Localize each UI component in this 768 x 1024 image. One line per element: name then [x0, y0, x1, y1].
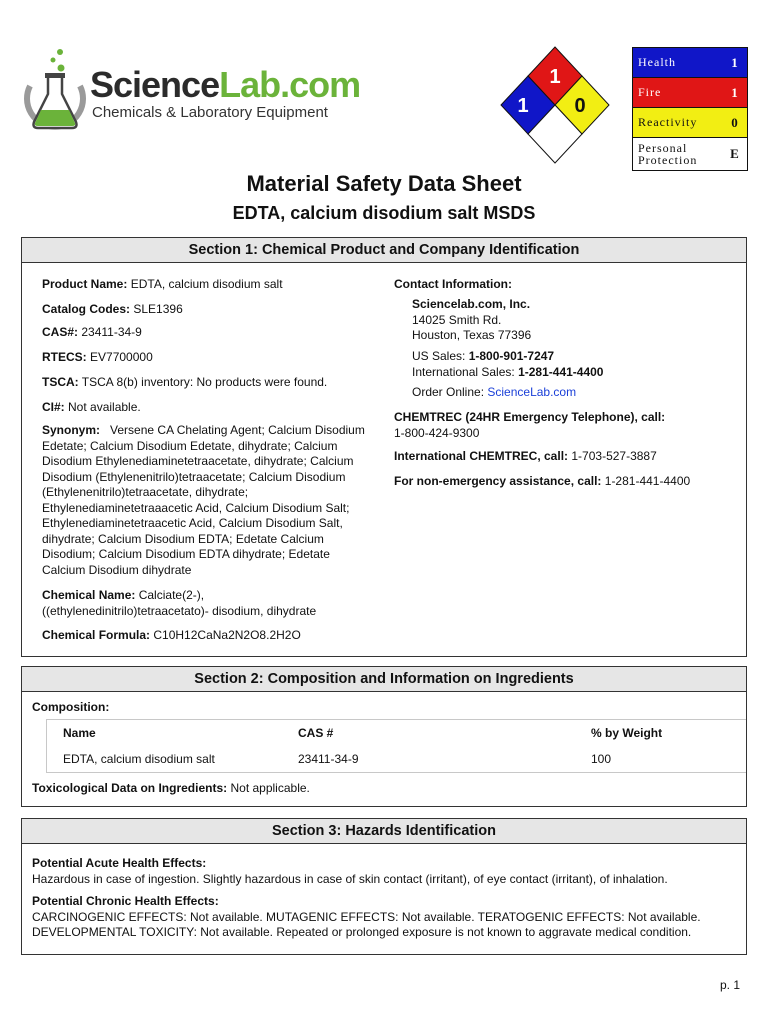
acute-health-effects: Potential Acute Health Effects: Hazardous in case of ingestion. Slightly hazardous in case of skin contact (irritant), of eye contact (irritant), of inhalation. [32, 856, 668, 886]
order-online-link[interactable]: ScienceLab.com [487, 385, 577, 399]
toxicological-data: Toxicological Data on Ingredients: Not applicable. [32, 781, 310, 795]
chemtrec: CHEMTREC (24HR Emergency Telephone), call: 1-800-424-9300 [394, 410, 666, 440]
ci-number: CI#: Not available. [42, 400, 141, 414]
composition-table [46, 719, 746, 773]
product-name: Product Name: EDTA, calcium disodium salt [42, 277, 283, 291]
section-2-heading: Section 2: Composition and Information on Ingredients [22, 667, 746, 692]
nfpa-reactivity-value: 0 [574, 95, 586, 117]
hazard-row-fire: Fire 1 [633, 78, 747, 108]
sciencelab-logo [20, 46, 361, 136]
company-address: Sciencelab.com, Inc. 14025 Smith Rd. Houston, Texas 77396 [412, 297, 532, 342]
flask-icon [20, 46, 90, 136]
chemical-name: Chemical Name: Calciate(2-), ((ethylenedinitrilo)tetraacetato)- disodium, dihydrate [42, 588, 317, 618]
logo-tagline: Chemicals & Laboratory Equipment [92, 104, 328, 121]
section-1 [21, 237, 747, 657]
composition-table-header: Name CAS # % by Weight [47, 720, 747, 747]
contact-info-label: Contact Information: [394, 277, 512, 291]
table-row: EDTA, calcium disodium salt 23411-34-9 100 [47, 746, 747, 773]
hazard-rating-table [632, 47, 748, 171]
page-number: p. 1 [720, 978, 741, 992]
section-2 [21, 666, 747, 807]
section-3-heading: Section 3: Hazards Identification [22, 819, 746, 844]
cas-number: CAS#: 23411-34-9 [42, 325, 142, 339]
nfpa-health-value: 1 [517, 95, 529, 117]
document-subtitle: EDTA, calcium disodium salt MSDS [232, 203, 536, 223]
nfpa-hazard-diamond [500, 45, 610, 165]
sales-phones: US Sales: 1-800-901-7247 International Sales: 1-281-441-4400 [412, 349, 604, 379]
order-online: Order Online: ScienceLab.com [412, 385, 577, 399]
synonym: Synonym: Versene CA Chelating Agent; Calcium Disodium Edetate; Calcium Disodium Edetate, dihydrate; Calcium Disodium Ethylenediaminetetraacetate, dihydrate; Calcium Disodium (Ethylenenitrilo)tetraacetate; Calcium Disodium (Ethylenenitrilo)tetraacetate, dihydrate; Ethylenediaminetetraaacetic Acid, Calcium Disodium Salt; Ethylenediaminetetraacetic Acid, Calcium Disodium Salt, dihydrate; Calcium Disodium EDTA; Edetate Calcium Disodium; Calcium Disodium EDTA dihydrate; Edetate Calcium Disodium dihydrate [42, 423, 365, 577]
hazard-row-personal-protection: Personal Protection E [633, 138, 747, 170]
tsca: TSCA: TSCA 8(b) inventory: No products were found. [42, 375, 328, 389]
catalog-codes: Catalog Codes: SLE1396 [42, 302, 183, 316]
rtecs: RTECS: EV7700000 [42, 350, 153, 364]
international-chemtrec: International CHEMTREC, call: 1-703-527-3887 [394, 449, 657, 463]
document-title: Material Safety Data Sheet [246, 171, 522, 196]
nfpa-fire-value: 1 [549, 66, 561, 88]
hazard-row-health: Health 1 [633, 48, 747, 78]
section-3 [21, 818, 747, 955]
section-1-heading: Section 1: Chemical Product and Company Identification [22, 238, 746, 263]
hazard-row-reactivity: Reactivity 0 [633, 108, 747, 138]
composition-label: Composition: [32, 700, 110, 714]
chronic-health-effects: Potential Chronic Health Effects: CARCINOGENIC EFFECTS: Not available. MUTAGENIC EFFECTS: Not available. TERATOGENIC EFFECTS: Not available. DEVELOPMENTAL TOXICITY: Not available. Repeated or prolonged exposure is not known to aggravate medical condition. [32, 894, 701, 939]
logo-wordmark: ScienceLab.com [90, 64, 361, 105]
non-emergency-assistance: For non-emergency assistance, call: 1-281-441-4400 [394, 474, 691, 488]
chemical-formula: Chemical Formula: C10H12CaNa2N2O8.2H2O [42, 628, 301, 642]
